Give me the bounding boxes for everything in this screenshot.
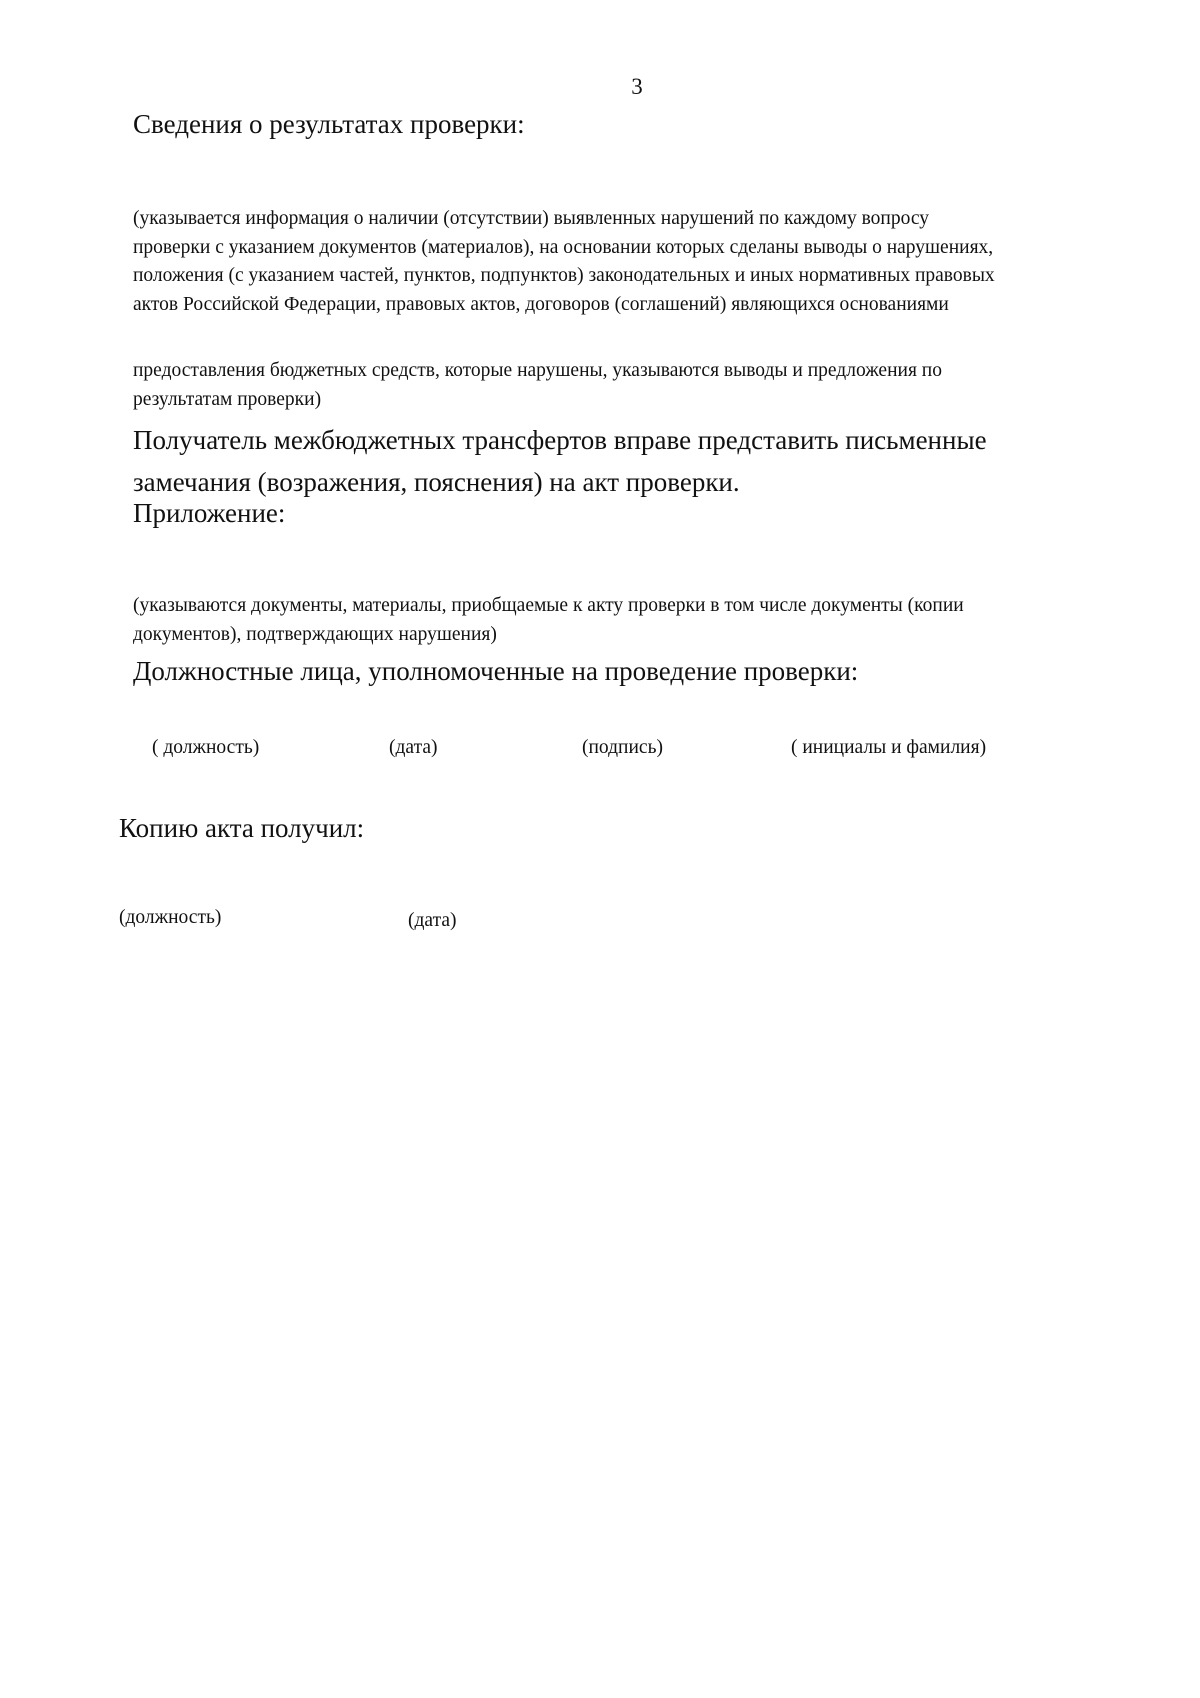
recipient-paragraph xyxy=(133,419,987,503)
recipient-paragraph-line-1: Получатель межбюджетных трансфертов вправе представить письменные xyxy=(133,425,987,455)
copy-received-heading: Копию акта получил: xyxy=(119,813,365,843)
results-heading: Сведения о результатах проверки: xyxy=(133,109,525,139)
results-note-continuation xyxy=(133,357,1133,414)
results-note-line-4: актов Российской Федерации, правовых актов, договоров (соглашений) являющихся основаниями xyxy=(133,293,949,315)
officials-caption-signature: (подпись) xyxy=(582,737,663,758)
officials-heading: Должностные лица, уполномоченные на проведение проверки: xyxy=(133,656,859,686)
attachment-note-line-2: документов), подтверждающих нарушения) xyxy=(133,623,497,645)
officials-caption-name: ( инициалы и фамилия) xyxy=(791,737,987,758)
officials-caption-position: ( должность) xyxy=(152,737,260,758)
results-note-continuation-line-2: результатам проверки) xyxy=(133,388,322,410)
results-note xyxy=(133,205,1133,319)
page-number: 3 xyxy=(631,74,643,99)
results-note-line-1: (указывается информация о наличии (отсутствии) выявленных нарушений по каждому вопросу xyxy=(133,208,929,229)
results-note-continuation-line-1: предоставления бюджетных средств, которые нарушены, указываются выводы и предложения по xyxy=(133,360,942,381)
attachment-heading: Приложение: xyxy=(133,498,286,528)
recipient-paragraph-line-2: замечания (возражения, пояснения) на акт проверки. xyxy=(133,467,740,497)
officials-caption-date: (дата) xyxy=(389,737,438,758)
copy-received-caption-date: (дата) xyxy=(408,910,457,931)
copy-received-caption-position: (должность) xyxy=(119,907,222,928)
attachment-note xyxy=(133,592,1133,649)
attachment-note-line-1: (указываются документы, материалы, приобщаемые к акту проверки в том числе документы (копии xyxy=(133,595,964,616)
results-note-line-3: положения (с указанием частей, пунктов, подпунктов) законодательных и иных нормативных правовых xyxy=(133,265,995,286)
results-note-line-2: проверки с указанием документов (материалов), на основании которых сделаны выводы о нарушениях, xyxy=(133,236,994,258)
